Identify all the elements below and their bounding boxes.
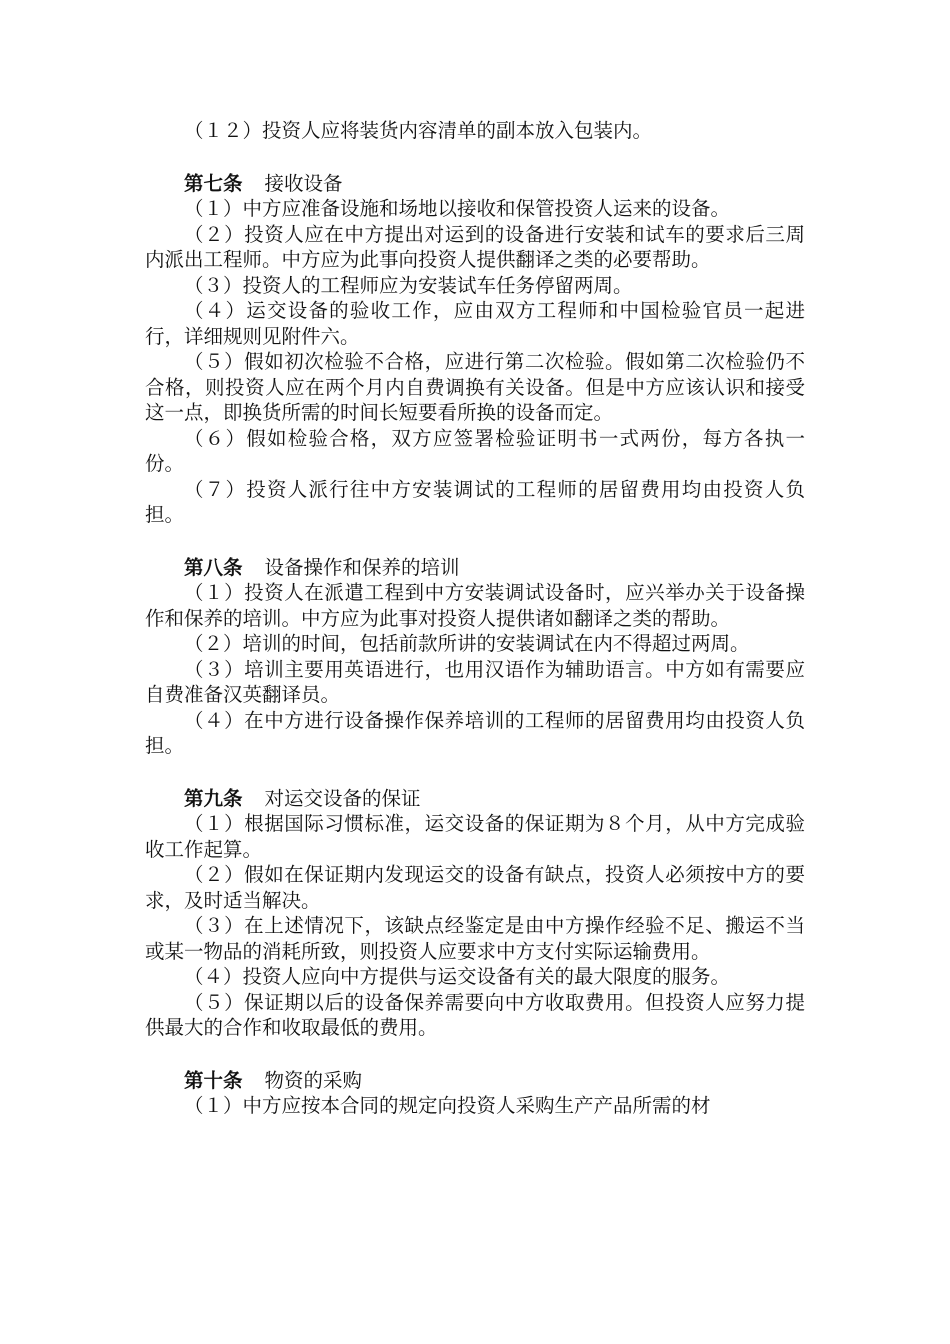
section-heading xyxy=(145,786,805,812)
section-heading xyxy=(145,171,805,197)
section-9 xyxy=(145,786,805,1041)
section-number: 第七条 xyxy=(184,171,243,195)
section-7 xyxy=(145,171,805,528)
clause-paragraph: （２）培训的时间，包括前款所讲的安装调试在内不得超过两周。 xyxy=(184,632,750,655)
section-title: 接收设备 xyxy=(264,171,343,195)
section-title: 物资的采购 xyxy=(264,1068,363,1092)
section-number: 第十条 xyxy=(184,1068,243,1092)
clause-paragraph: （１）中方应准备设施和场地以接收和保管投资人运来的设备。 xyxy=(184,197,731,220)
section-heading xyxy=(145,555,805,581)
section-title: 设备操作和保养的培训 xyxy=(264,555,460,579)
clause-paragraph: （４）投资人应向中方提供与运交设备有关的最大限度的服务。 xyxy=(184,965,731,988)
clause-paragraph: （５）假如初次检验不合格，应进行第二次检验。假如第二次检验仍不合格，则投资人应在两个月内自费调换有关设备。但是中方应该认识和接受这一点，即换货所需的时间长短要看所换的设备而定。 xyxy=(145,350,805,424)
clause-paragraph: （３）投资人的工程师应为安装试车任务停留两周。 xyxy=(184,273,633,297)
clause-paragraph: （１）中方应按本合同的规定向投资人采购生产产品所需的材 xyxy=(184,1094,711,1117)
clause-paragraph: （６）假如检验合格，双方应签署检验证明书一式两份，每方各执一份。 xyxy=(145,426,805,475)
section-10 xyxy=(145,1068,805,1119)
clause-paragraph: （４）运交设备的验收工作，应由双方工程师和中国检验官员一起进行，详细规则见附件六。 xyxy=(145,299,805,348)
clause-paragraph: （２）投资人应在中方提出对运到的设备进行安装和试车的要求后三周内派出工程师。中方应为此事向投资人提供翻译之类的必要帮助。 xyxy=(145,222,805,271)
clause-paragraph: （１）根据国际习惯标准，运交设备的保证期为８个月，从中方完成验收工作起算。 xyxy=(145,812,805,861)
document-page xyxy=(145,118,805,1119)
intro-paragraph: （１２）投资人应将装货内容清单的副本放入包装内。 xyxy=(184,119,653,142)
section-title: 对运交设备的保证 xyxy=(264,786,421,810)
clause-paragraph: （２）假如在保证期内发现运交的设备有缺点，投资人必须按中方的要求，及时适当解决。 xyxy=(145,863,805,912)
clause-paragraph: （１）投资人在派遣工程到中方安装调试设备时，应兴举办关于设备操作和保养的培训。中方应为此事对投资人提供诸如翻译之类的帮助。 xyxy=(145,581,805,630)
clause-paragraph: （３）在上述情况下，该缺点经鉴定是由中方操作经验不足、搬运不当或某一物品的消耗所致，则投资人应要求中方支付实际运输费用。 xyxy=(145,914,805,963)
clause-paragraph: （３）培训主要用英语进行，也用汉语作为辅助语言。中方如有需要应自费准备汉英翻译员。 xyxy=(145,657,805,706)
clause-paragraph: （７）投资人派行往中方安装调试的工程师的居留费用均由投资人负担。 xyxy=(145,477,805,526)
clause-paragraph: （５）保证期以后的设备保养需要向中方收取费用。但投资人应努力提供最大的合作和收取最低的费用。 xyxy=(145,990,805,1039)
section-8 xyxy=(145,555,805,759)
section-number: 第八条 xyxy=(184,555,243,579)
section-heading xyxy=(145,1068,805,1094)
section-number: 第九条 xyxy=(184,786,243,810)
clause-paragraph: （４）在中方进行设备操作保养培训的工程师的居留费用均由投资人负担。 xyxy=(145,708,805,757)
